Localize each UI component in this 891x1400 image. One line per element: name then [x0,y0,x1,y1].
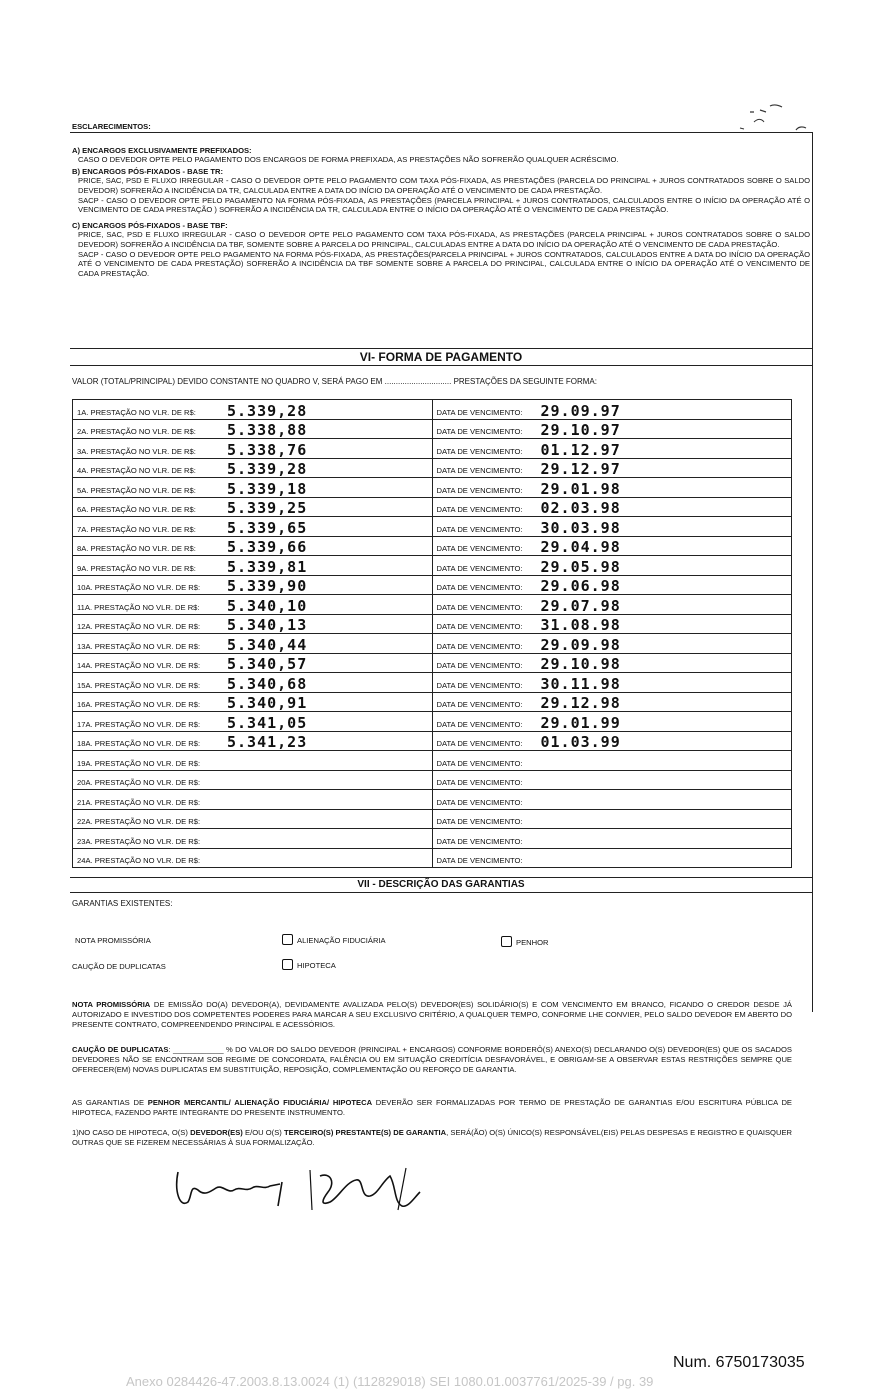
vencimento-label: DATA DE VENCIMENTO: [436,797,523,807]
prestacao-label: 20A. PRESTAÇÃO NO VLR. DE R$: [77,778,201,787]
hip-bold2: TERCEIRO(S) PRESTANTE(S) DE GARANTIA [284,1128,447,1137]
prestacao-value: 5.340,91 [227,694,308,712]
vencimento-cell [432,790,792,810]
vencimento-cell [432,634,792,654]
prestacao-value: 5.341,23 [227,733,308,751]
alienacao-label: ALIENAÇÃO FIDUCIÁRIA [297,936,386,945]
vencimento-label: DATA DE VENCIMENTO: [436,583,523,592]
prestacao-value-cell [73,673,433,693]
prestacao-value-cell [73,712,433,732]
vencimento-cell [432,419,792,439]
vencimento-cell [432,458,792,478]
vencimento-cell [432,848,792,868]
prestacao-value: 5.340,10 [227,596,308,614]
vencimento-cell [432,731,792,751]
penhor-p-bold: PENHOR MERCANTIL/ ALIENAÇÃO FIDUCIÁRIA/ HIPOTECA [147,1098,373,1107]
prestacao-row [73,419,792,439]
prestacao-value-cell [73,809,433,829]
vencimento-label: DATA DE VENCIMENTO: [436,602,523,612]
prestacao-row [73,400,792,420]
vencimento-label: DATA DE VENCIMENTO: [436,719,523,729]
hipoteca-label: HIPOTECA [297,961,336,970]
vencimento-cell [432,829,792,849]
prestacao-label: 17A. PRESTAÇÃO NO VLR. DE R$: [77,719,201,729]
vencimento-cell [432,497,792,517]
vencimento-label: DATA DE VENCIMENTO: [436,505,523,514]
penhor-paragraph [72,1098,792,1118]
vencimento-label: DATA DE VENCIMENTO: [436,739,523,748]
hip-bold1: DEVEDOR(ES) [190,1128,243,1137]
prestacao-label: 24A. PRESTAÇÃO NO VLR. DE R$: [77,856,201,865]
prestacao-value: 5.340,44 [227,635,308,653]
vencimento-cell [432,614,792,634]
alienacao-option[interactable] [282,934,386,945]
vencimento-label: DATA DE VENCIMENTO: [436,700,523,709]
vencimento-label: DATA DE VENCIMENTO: [436,758,523,768]
encargos-tbf-price-text: PRICE, SAC, PSD E FLUXO IRREGULAR - CASO O DEVEDOR OPTE PELO PAGAMENTO COM TAXA PÓS-FIXADA, AS PRESTAÇÕES (PARCELA PRINCIPAL + JUROS CONTRATADOS SOBRE O SALDO DEVEDOR) SOFRERÃO A INCIDÊNCIA DA TBF, SOMENTE SOBRE A PARCELA DO PRINCIPAL, CALCULADAS ENTRE A DATA DO INÍCIO DA OPERAÇÃO ATÉ O VENCIMENTO DE CADA PRESTAÇÃO. [78,230,810,249]
prestacao-row [73,829,792,849]
vencimento-cell [432,400,792,420]
prestacao-value-cell [73,556,433,576]
prestacao-label: 8A. PRESTAÇÃO NO VLR. DE R$: [77,544,196,553]
penhor-p-b: DEVERÃO SER FORMALIZADAS POR TERMO DE PRESTAÇÃO DE GARANTIAS E/OU ESCRITURA PÚBLICA DE HIPOTECA, FAZENDO PARTE INTEGRANTE DO PRESENTE INSTRUMENTO. [72,1098,792,1117]
prestacao-value-cell [73,400,433,420]
vencimento-label: DATA DE VENCIMENTO: [436,485,523,495]
prestacao-label: 11A. PRESTAÇÃO NO VLR. DE R$: [77,602,200,612]
prestacao-row [73,790,792,810]
prestacao-value: 5.340,13 [227,616,308,634]
prestacao-row [73,575,792,595]
vencimento-label: DATA DE VENCIMENTO: [436,407,523,417]
prestacao-row [73,692,792,712]
prestacao-value-cell [73,653,433,673]
vencimento-cell [432,653,792,673]
prestacao-value: 5.339,28 [227,460,308,478]
prestacao-label: 1A. PRESTAÇÃO NO VLR. DE R$: [77,407,196,417]
prestacao-value-cell [73,575,433,595]
prestacao-value: 5.340,57 [227,655,308,673]
prestacao-row [73,458,792,478]
prestacao-label: 13A. PRESTAÇÃO NO VLR. DE R$: [77,641,201,651]
prestacao-row [73,848,792,868]
hip-a: 1)NO CASO DE HIPOTECA, O(S) [72,1128,191,1137]
vencimento-label: DATA DE VENCIMENTO: [436,836,523,846]
prestacao-row [73,712,792,732]
vencimento-date: 29.10.98 [540,655,621,673]
prestacao-value-cell [73,458,433,478]
vencimento-date: 29.01.99 [540,713,621,731]
prestacao-row [73,439,792,459]
vencimento-date: 29.09.97 [540,401,621,419]
vencimento-date: 02.03.98 [540,499,621,517]
pagamento-intro [72,377,597,386]
vencimento-cell [432,439,792,459]
prestacao-row [73,478,792,498]
vencimento-cell [432,712,792,732]
vencimento-date: 29.01.98 [540,479,621,497]
prestacao-value-cell [73,517,433,537]
vencimento-date: 30.03.98 [540,518,621,536]
prestacao-row [73,614,792,634]
prestacao-value-cell [73,497,433,517]
prestacao-value: 5.339,28 [227,401,308,419]
prestacao-label: 4A. PRESTAÇÃO NO VLR. DE R$: [77,466,196,475]
vencimento-label: DATA DE VENCIMENTO: [436,778,523,787]
vencimento-date: 31.08.98 [540,616,621,634]
prestacao-row [73,673,792,693]
prestacao-label: 19A. PRESTAÇÃO NO VLR. DE R$: [77,758,201,768]
prestacao-value-cell [73,829,433,849]
prestacao-value: 5.339,18 [227,479,308,497]
vencimento-date: 29.10.97 [540,421,621,439]
prestacao-value-cell [73,478,433,498]
vencimento-cell [432,692,792,712]
vencimento-cell [432,517,792,537]
vencimento-label: DATA DE VENCIMENTO: [436,856,523,865]
prestacao-row [73,809,792,829]
garantias-title: VII - DESCRIÇÃO DAS GARANTIAS [70,877,812,893]
pagamento-intro-b: PRESTAÇÕES DA SEGUINTE FORMA: [453,377,597,386]
prestacao-row [73,770,792,790]
prestacao-value-cell [73,848,433,868]
vencimento-label: DATA DE VENCIMENTO: [436,622,523,631]
vencimento-date: 29.05.98 [540,557,621,575]
prestacao-row [73,731,792,751]
prestacao-label: 15A. PRESTAÇÃO NO VLR. DE R$: [77,680,201,690]
penhor-checkbox[interactable] [501,936,512,947]
np-bold: NOTA PROMISSÓRIA [72,1000,151,1009]
encargos-tr-title: B) ENCARGOS PÓS-FIXADOS - BASE TR: [72,166,224,176]
vencimento-cell [432,595,792,615]
prestacao-value: 5.339,66 [227,538,308,556]
penhor-p-a: AS GARANTIAS DE [72,1098,148,1107]
encargos-tr-price-text: PRICE, SAC, PSD E FLUXO IRREGULAR - CASO O DEVEDOR OPTE PELO PAGAMENTO COM TAXA PÓS-FIXADA, AS PRESTAÇÕES (PARCELA DO PRINCIPAL + JUROS CONTRATADOS SOBRE O SALDO DEVEDOR) SOFRERÃO A INCIDÊNCIA DA TR, CALCULADA ENTRE A DATA DO INÍCIO DA OPERAÇÃO ATÉ O VENCIMENTO DE CADA PRESTAÇÃO. [78,176,810,195]
prestacao-label: 14A. PRESTAÇÃO NO VLR. DE R$: [77,661,201,670]
encargos-prefixados-text: CASO O DEVEDOR OPTE PELO PAGAMENTO DOS ENCARGOS DE FORMA PREFIXADA, AS PRESTAÇÕES NÃO SOFRERÃO QUALQUER ACRÉSCIMO. [78,155,619,165]
vencimento-label: DATA DE VENCIMENTO: [436,661,523,670]
prestacao-value-cell [73,731,433,751]
prestacao-value-cell [73,419,433,439]
vencimento-cell [432,536,792,556]
vencimento-cell [432,751,792,771]
esclarecimentos-section [72,122,810,278]
prestacao-label: 12A. PRESTAÇÃO NO VLR. DE R$: [77,622,201,631]
prestacao-row [73,556,792,576]
vencimento-label: DATA DE VENCIMENTO: [436,563,523,573]
prestacao-value-cell [73,595,433,615]
document-number: Num. 6750173035 [673,1354,805,1371]
vencimento-label: DATA DE VENCIMENTO: [436,817,523,826]
pagamento-intro-a: VALOR (TOTAL/PRINCIPAL) DEVIDO CONSTANTE NO QUADRO V, SERÁ PAGO EM .............................. [72,377,452,386]
prestacao-value-cell [73,770,433,790]
hipoteca-option[interactable] [282,959,336,970]
prestacao-value: 5.340,68 [227,674,308,692]
forma-pagamento-title: VI- FORMA DE PAGAMENTO [70,348,812,366]
prestacao-value-cell [73,614,433,634]
garantias-existentes-label: GARANTIAS EXISTENTES: [72,899,173,908]
frame-right-border [812,132,813,1012]
caucao-bold: CAUÇÃO DE DUPLICATAS [72,1045,169,1054]
handwritten-signatures [170,1162,470,1222]
vencimento-label: DATA DE VENCIMENTO: [436,446,523,456]
prestacao-value: 5.341,05 [227,713,308,731]
np-text: DE EMISSÃO DO(A) DEVEDOR(A), DEVIDAMENTE AVALIZADA PELO(S) DEVEDOR(ES) SOLIDÁRIO(S) E COM VENCIMENTO EM BRANCO, FICANDO O CREDOR DESDE JÁ AUTORIZADO E INVESTIDO DOS COMPETENTES PODERES PARA MARCAR A SEU EXCLUSIVO CRITÉRIO, A QUALQUER TEMPO, CONFORME LHE CONVIER, PELO SALDO DEVEDOR EM ABERTO DO PRESENTE CONTRATO, COMPREENDENDO PRINCIPAL E ACESSÓRIOS. [72,1000,792,1029]
prestacao-label: 21A. PRESTAÇÃO NO VLR. DE R$: [77,797,201,807]
prestacao-label: 10A. PRESTAÇÃO NO VLR. DE R$: [77,583,201,592]
vencimento-label: DATA DE VENCIMENTO: [436,544,523,553]
vencimento-date: 29.09.98 [540,635,621,653]
vencimento-label: DATA DE VENCIMENTO: [436,427,523,436]
vencimento-date: 29.12.97 [540,460,621,478]
vencimento-label: DATA DE VENCIMENTO: [436,524,523,534]
prestacao-row [73,536,792,556]
caucao-duplicatas-label: CAUÇÃO DE DUPLICATAS [72,962,166,971]
prestacao-label: 22A. PRESTAÇÃO NO VLR. DE R$: [77,817,201,826]
encargos-tr-sacp-text: SACP - CASO O DEVEDOR OPTE PELO PAGAMENTO NA FORMA PÓS-FIXADA, AS PRESTAÇÕES (PARCELA PRINCIPAL + JUROS CONTRATADOS, CALCULADOS ENTRE O INÍCIO DA OPERAÇÃO ATÉ O VENCIMENTO DE CADA PRESTAÇÃO ) SOFRERÃO A INCIDÊNCIA DA TR, CALCULADA ENTRE O INÍCIO DA OPERAÇÃO ATÉ O VENCIMENTO DE CADA PRESTAÇÃO. [78,195,810,215]
prestacao-row [73,653,792,673]
prestacao-label: 23A. PRESTAÇÃO NO VLR. DE R$: [77,836,201,846]
caucao-paragraph [72,1045,792,1075]
hipoteca-paragraph [72,1128,792,1148]
caucao-text: : ____________ % DO VALOR DO SALDO DEVEDOR (PRINCIPAL + ENCARGOS) CONFORME BORDERÔ(S) ANEXO(S) DECLARANDO O(S) DEVEDOR(ES) QUE OS SACADOS DEVEDORES NÃO SE ENCONTRAM SOB REGIME DE CONCORDATA, FALÊNCIA OU EM SITUAÇÃO CREDITÍCIA DESFAVORÁVEL, E OBRIGAM-SE A OBSERVAR ESTAS RESTRIÇÕES SEMPRE QUE OFERECER(EM) NOVAS DUPLICATAS EM SUBSTITUIÇÃO, REPOSIÇÃO, COMPLEMENTAÇÃO OU REFORÇO DE GARANTIA. [72,1045,793,1074]
prestacao-value: 5.338,76 [227,440,308,458]
nota-promissoria-paragraph [72,1000,792,1030]
prestacao-value-cell [73,692,433,712]
hipoteca-checkbox[interactable] [282,959,293,970]
vencimento-date: 01.12.97 [540,440,621,458]
vencimento-cell [432,809,792,829]
vencimento-date: 29.04.98 [540,538,621,556]
prestacao-label: 3A. PRESTAÇÃO NO VLR. DE R$: [77,446,196,456]
prestacao-value: 5.339,81 [227,557,308,575]
prestacao-row [73,517,792,537]
prestacoes-table [72,399,792,868]
vencimento-date: 29.06.98 [540,577,621,595]
prestacao-value: 5.339,90 [227,577,308,595]
vencimento-label: DATA DE VENCIMENTO: [436,641,523,651]
alienacao-checkbox[interactable] [282,934,293,945]
anexo-watermark: Anexo 0284426-47.2003.8.13.0024 (1) (112829018) SEI 1080.01.0037761/2025-39 / pg. 39 [126,1374,654,1389]
prestacao-label: 9A. PRESTAÇÃO NO VLR. DE R$: [77,563,196,573]
prestacao-label: 7A. PRESTAÇÃO NO VLR. DE R$: [77,524,196,534]
vencimento-cell [432,478,792,498]
prestacao-label: 6A. PRESTAÇÃO NO VLR. DE R$: [77,505,196,514]
prestacao-row [73,751,792,771]
prestacao-row [73,595,792,615]
prestacao-value: 5.339,65 [227,518,308,536]
prestacao-value: 5.338,88 [227,421,308,439]
penhor-label: PENHOR [516,938,549,947]
prestacao-value-cell [73,751,433,771]
esclarecimentos-heading: ESCLARECIMENTOS: [72,122,151,131]
vencimento-label: DATA DE VENCIMENTO: [436,680,523,690]
prestacao-row [73,634,792,654]
vencimento-date: 01.03.99 [540,733,621,751]
vencimento-cell [432,770,792,790]
encargos-tbf-sacp-text: SACP - CASO O DEVEDOR OPTE PELO PAGAMENTO NA FORMA PÓS-FIXADA, AS PRESTAÇÕES(PARCELA PRINCIPAL + JUROS CONTRATADOS, CALCULADOS ENTRE A DATA DO INÍCIO DA OPERAÇÃO ATÉ O VENCIMENTO DE CADA PRESTAÇÃO) SOFRERÃO A INCIDÊNCIA DA TBF SOMENTE SOBRE A PARCELA DO PRINCIPAL, CALCULADA ENTRE O INÍCIO DA OPERAÇÃO ATÉ O VENCIMENTO DE CADA PRESTAÇÃO. [78,249,810,278]
hip-b: E/OU O(S) [242,1128,284,1137]
prestacao-value-cell [73,439,433,459]
encargos-prefixados-title: A) ENCARGOS EXCLUSIVAMENTE PREFIXADOS: [72,145,252,155]
vencimento-cell [432,556,792,576]
prestacao-label: 5A. PRESTAÇÃO NO VLR. DE R$: [77,485,196,495]
vencimento-cell [432,673,792,693]
prestacao-label: 18A. PRESTAÇÃO NO VLR. DE R$: [77,739,201,748]
prestacao-value-cell [73,536,433,556]
vencimento-label: DATA DE VENCIMENTO: [436,466,523,475]
vencimento-date: 29.12.98 [540,694,621,712]
vencimento-date: 29.07.98 [540,596,621,614]
nota-promissoria-label: NOTA PROMISSÓRIA [75,936,151,945]
encargos-tbf-title: C) ENCARGOS PÓS-FIXADOS - BASE TBF: [72,220,228,230]
prestacao-label: 2A. PRESTAÇÃO NO VLR. DE R$: [77,427,196,436]
prestacao-value: 5.339,25 [227,499,308,517]
vencimento-cell [432,575,792,595]
prestacao-value-cell [73,634,433,654]
prestacao-row [73,497,792,517]
penhor-option[interactable] [501,936,549,947]
vencimento-date: 30.11.98 [540,674,621,692]
prestacao-value-cell [73,790,433,810]
prestacao-label: 16A. PRESTAÇÃO NO VLR. DE R$: [77,700,201,709]
hip-c: , SERÁ(ÃO) O(S) ÚNICO(S) RESPONSÁVEL(EIS) PELAS DESPESAS E REGISTRO E QUAISQUER OUTRAS QUE SE FIZEREM NECESSÁRIAS À SUA FORMALIZAÇÃO. [72,1128,792,1147]
